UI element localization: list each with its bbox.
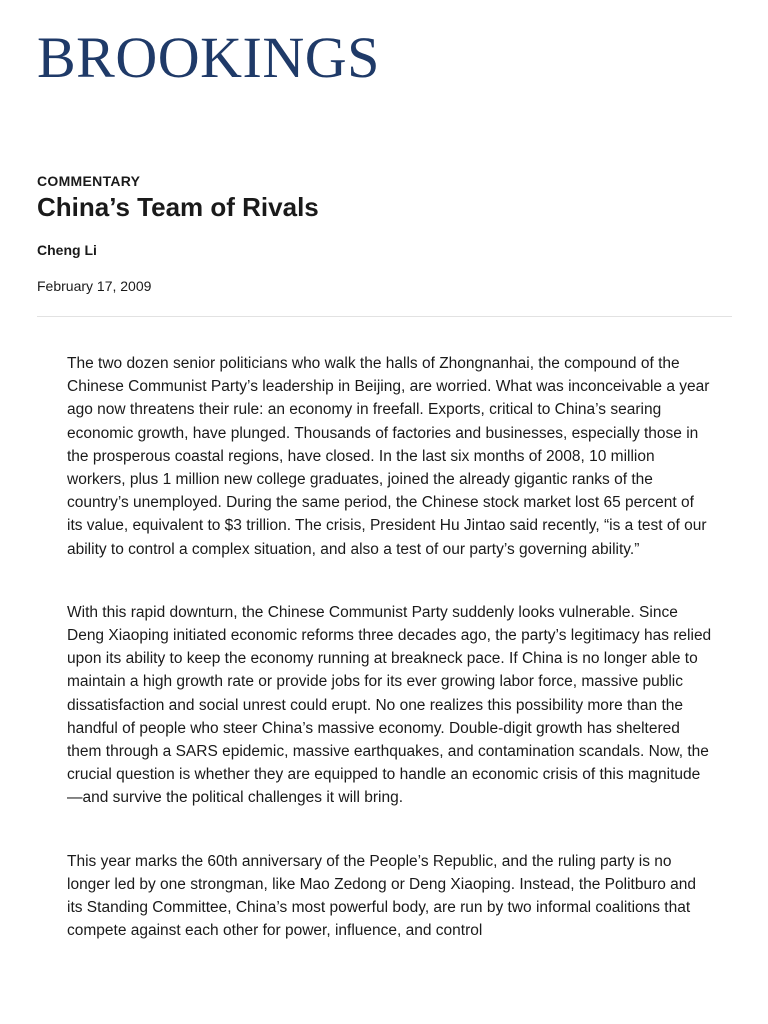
article-title: China’s Team of Rivals (37, 192, 319, 222)
article-kicker[interactable]: COMMENTARY (37, 173, 141, 189)
article-paragraph-2: With this rapid downturn, the Chinese Communist Party suddenly looks vulnerable. Since Deng Xiaoping initiated economic reforms three decades ago, the party’s legitimacy has relied upon its ability to keep the economy running at breakneck pace. If China is no longer able to maintain a high growth rate or provide jobs for its ever growing labor force, massive public dissatisfaction and social unrest could erupt. No one realizes this possibility more than the handful of people who steer China’s massive economy. Double-digit growth has sheltered them through a SARS epidemic, massive earthquakes, and contamination scandals. Now, the crucial question is whether they are equipped to handle an economic crisis of this magnitude—and survive the political challenges it will bring. (67, 603, 712, 807)
article-author[interactable]: Cheng Li (37, 242, 97, 258)
header-divider (37, 316, 732, 317)
article-body (67, 352, 712, 982)
article-paragraph-3: This year marks the 60th anniversary of the People’s Republic, and the ruling party is no longer led by one strongman, like Mao Zedong or Deng Xiaoping. Instead, the Politburo and its Standing Committee, China’s most powerful body, are run by two informal coalitions that compete against each other for power, influence, and control (67, 852, 697, 940)
article-paragraph-1: The two dozen senior politicians who walk the halls of Zhongnanhai, the compound of the Chinese Communist Party’s leadership in Beijing, are worried. What was inconceivable a year ago now threatens their rule: an economy in freefall. Exports, critical to China’s searing economic growth, have plunged. Thousands of factories and businesses, especially those in the prosperous coastal regions, have closed. In the last six months of 2008, 10 million workers, plus 1 million new college graduates, joined the already gigantic ranks of the country’s unemployed. During the same period, the Chinese stock market lost 65 percent of its value, equivalent to $3 trillion. The crisis, President Hu Jintao said recently, “is a test of our ability to control a complex situation, and also a test of our party’s governing ability.” (67, 355, 710, 558)
article-date: February 17, 2009 (37, 278, 152, 294)
brookings-logo[interactable]: BROOKINGS (37, 25, 380, 90)
